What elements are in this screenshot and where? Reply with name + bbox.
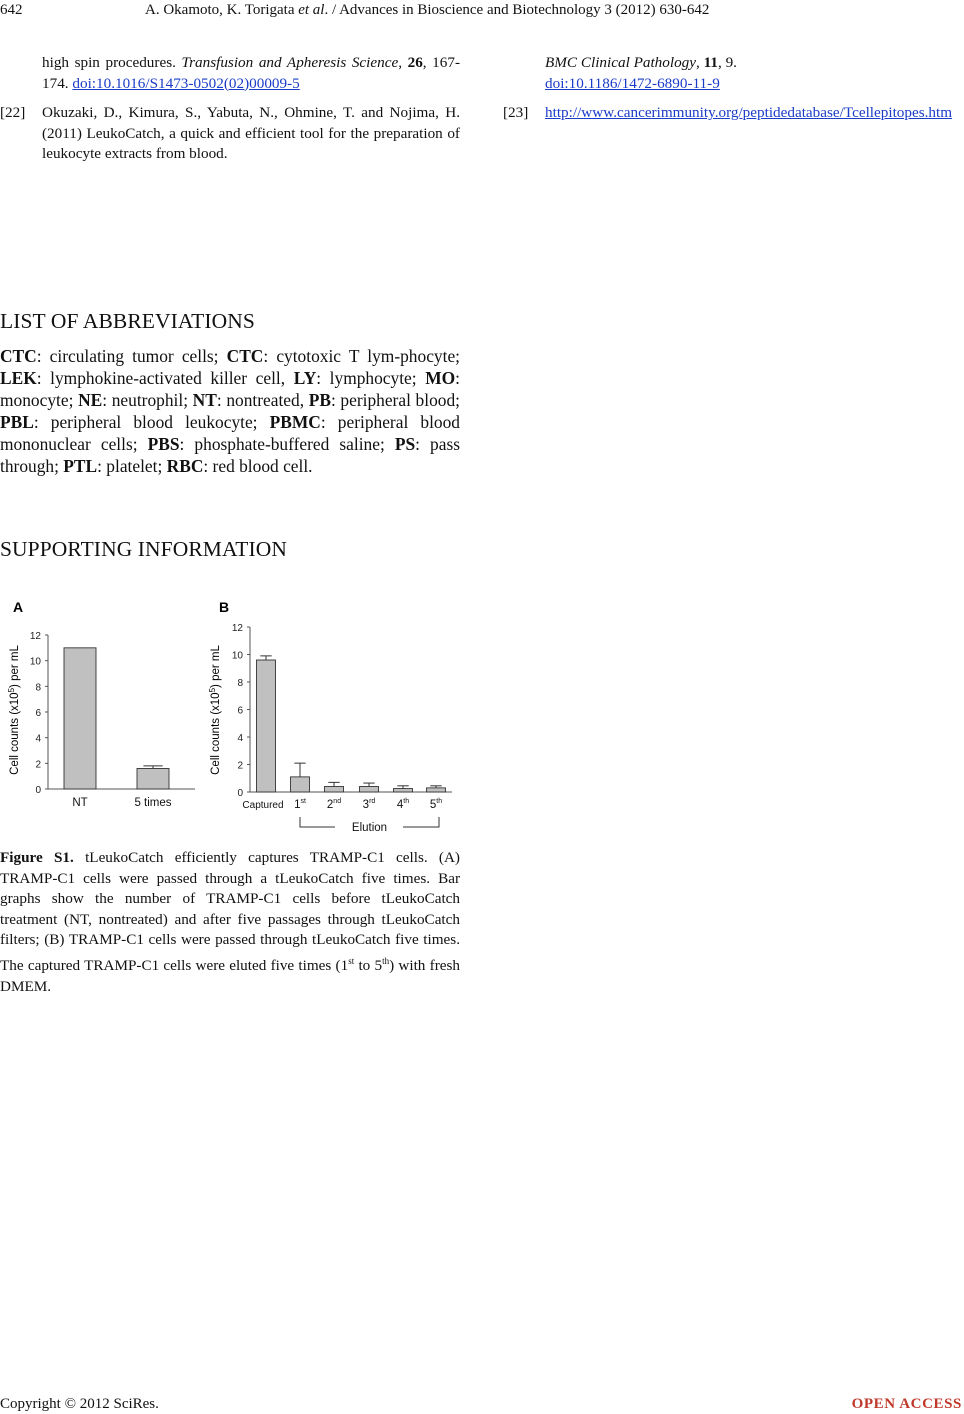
abbreviation-definition: : platelet; xyxy=(97,456,167,477)
abbreviation-term: PB xyxy=(308,390,331,411)
x-tick-label: 2nd xyxy=(326,798,342,811)
abbreviation-definition: : peripheral blood leukocyte; xyxy=(33,412,270,433)
running-head: A. Okamoto, K. Torigata et al. / Advances in Bioscience and Biotechnology 3 (2012) 630-642 xyxy=(145,2,710,18)
y-tick-label: 0 xyxy=(35,785,41,796)
y-tick-label: 12 xyxy=(231,623,243,634)
copyright: Copyright © 2012 SciRes. xyxy=(0,1396,159,1412)
y-tick-label: 4 xyxy=(35,733,41,745)
x-tick-label: 5th xyxy=(429,798,443,811)
abbreviation-term: CTC xyxy=(0,346,37,366)
abbreviation-definition: : monocyte; xyxy=(0,368,460,411)
abbreviation-term: PBL xyxy=(0,412,34,433)
reference-22-continuation: BMC Clinical Pathology, 11, 9. doi:10.1186/1472-6890-11-9 xyxy=(545,54,737,92)
abbreviation-definition: : circulating tumor cells; xyxy=(36,346,227,366)
abbreviation-term: LY xyxy=(293,368,317,389)
bar xyxy=(427,788,446,792)
reference-number: [22] xyxy=(0,104,26,121)
panel-label-b: B xyxy=(219,599,230,615)
abbreviation-term: LEK xyxy=(0,368,37,389)
panel-label-a: A xyxy=(13,599,24,615)
abbreviations-list xyxy=(0,345,460,478)
y-tick-label: 10 xyxy=(29,656,41,668)
bar xyxy=(394,789,413,792)
elution-bracket-left xyxy=(300,817,335,827)
bar xyxy=(325,787,344,793)
reference-21-continuation: high spin procedures. Transfusion and Apheresis Science, 26, 167-174. doi:10.1016/S1473-0502(02)00009-5 xyxy=(42,54,461,92)
abbreviation-term: CTC xyxy=(226,346,264,366)
y-tick-label: 2 xyxy=(35,759,41,771)
x-tick-label: 1st xyxy=(294,798,306,811)
abbreviation-term: PBS xyxy=(147,434,180,455)
abbreviation-definition: : pass through; xyxy=(0,434,460,477)
open-access-badge: OPEN ACCESS xyxy=(851,1396,962,1412)
abbreviations-heading: LIST OF ABBREVIATIONS xyxy=(0,309,255,333)
x-tick-label: Captured xyxy=(242,800,284,811)
url-link[interactable]: http://www.cancerimmunity.org/peptidedatabase/Tcellepitopes.htm xyxy=(545,104,953,121)
y-tick-label: 6 xyxy=(35,708,41,719)
abbreviation-term: PS xyxy=(394,434,416,455)
bar xyxy=(360,787,379,793)
abbreviation-term: MO xyxy=(425,368,456,389)
abbreviation-definition: : lymphokine-activated killer cell, xyxy=(36,368,294,389)
abbreviation-term: RBC xyxy=(166,456,204,477)
x-tick-label: 5 times xyxy=(134,797,172,809)
elution-bracket-right xyxy=(403,817,439,827)
figure-label: Figure S1. xyxy=(0,849,74,866)
abbreviation-term: PTL xyxy=(63,456,98,477)
bar xyxy=(64,648,96,789)
running-header xyxy=(0,0,964,24)
abbreviation-definition: : lymphocyte; xyxy=(316,368,426,389)
bar xyxy=(257,660,276,792)
abbreviation-definition: : red blood cell. xyxy=(203,456,313,477)
y-axis-label-b: Cell counts $(x10^5)$ per mL xyxy=(208,645,222,775)
y-tick-label: 8 xyxy=(237,678,243,689)
axes-b xyxy=(232,623,452,834)
abbreviation-term: NT xyxy=(192,390,217,411)
references-left xyxy=(0,53,460,174)
abbreviation-definition: : cytotoxic T lym-phocyte; xyxy=(263,346,460,366)
figure-caption: Figure S1. tLeukoCatch efficiently captures TRAMP-C1 cells. (A) TRAMP-C1 cells were passed through a tLeukoCatch five times. Bar graphs show the number of TRAMP-C1 cells before tLeukoCatch treatment (NT, nontreated) and after five passages through tLeukoCatch filters; (B) TRAMP-C1 cells were passed through tLeukoCatch five times. The captured TRAMP-C1 cells were eluted five times (1st to 5th) with fresh DMEM. xyxy=(0,849,460,995)
references-right xyxy=(503,53,964,133)
y-tick-label: 2 xyxy=(237,760,243,772)
abbreviation-definition: : peripheral blood; xyxy=(330,390,460,411)
abbreviation-definition: : phosphate-buffered saline; xyxy=(179,434,395,455)
figure-s1 xyxy=(0,595,462,837)
reference-23 xyxy=(503,103,964,124)
y-tick-label: 12 xyxy=(29,631,41,642)
reference-22: [22] Okuzaki, D., Kimura, S., Yabuta, N., Ohmine, T. and Nojima, H. (2011) LeukoCatch, a quick and efficient tool for the preparation of leukocyte extracts from blood. xyxy=(0,104,460,162)
x-tick-label: 4th xyxy=(396,798,410,811)
y-tick-label: 6 xyxy=(237,705,243,717)
doi-link[interactable]: doi:10.1186/1472-6890-11-9 xyxy=(545,74,720,92)
panel-b xyxy=(208,599,452,834)
x-tick-label: 3rd xyxy=(362,798,376,811)
elution-label: Elution xyxy=(351,822,388,834)
y-tick-label: 4 xyxy=(237,733,243,744)
reference-number: [23] xyxy=(503,104,529,121)
axes-a xyxy=(30,631,195,809)
y-axis-label-a: Cell counts $(x10^5)$ per mL xyxy=(7,645,21,775)
page-number: 642 xyxy=(0,2,23,18)
bar xyxy=(291,777,310,792)
bar xyxy=(137,768,169,789)
y-tick-label: 0 xyxy=(237,788,243,799)
y-tick-label: 10 xyxy=(231,650,243,662)
panel-a xyxy=(7,599,195,809)
doi-link[interactable]: doi:10.1016/S1473-0502(02)00009-5 xyxy=(72,74,300,92)
x-tick-label: NT xyxy=(72,797,88,809)
abbreviation-term: PBMC xyxy=(269,412,321,433)
abbreviation-definition: : nontreated, xyxy=(216,390,309,411)
supporting-heading: SUPPORTING INFORMATION xyxy=(0,537,288,561)
abbreviation-definition: : peripheral blood mononuclear cells; xyxy=(0,412,460,455)
abbreviation-term: NE xyxy=(78,390,103,411)
abbreviation-definition: : neutrophil; xyxy=(102,390,193,411)
y-tick-label: 8 xyxy=(35,682,41,694)
